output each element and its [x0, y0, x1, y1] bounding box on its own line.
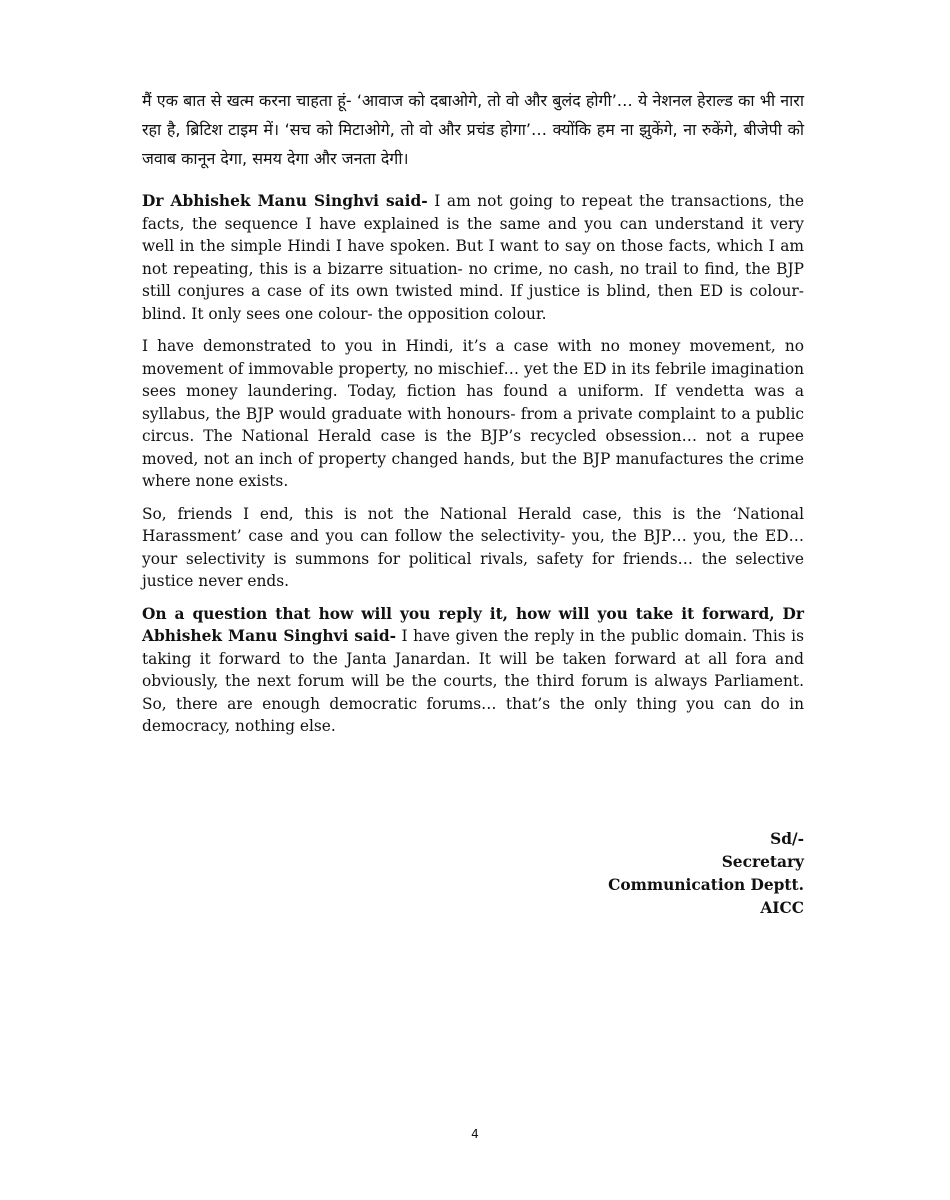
- statement-paragraph-3: [142, 503, 804, 593]
- signature-block: [608, 828, 804, 920]
- paragraph-text: I have given the reply in the public domain. This is taking it forward to the Janta Janardan. It will be taken forward at all fora and obviously, the next forum will be the courts, the third forum is always Parliament. So, there are enough democratic forums… that’s the only thing you can do in democracy, nothing else.: [142, 627, 804, 735]
- statement-paragraph-2: [142, 335, 804, 493]
- paragraph-text: I have demonstrated to you in Hindi, it’s a case with no money movement, no movement of immovable property, no mischief… yet the ED in its febrile imagination sees money laundering. Today, fiction has found a uniform. If vendetta was a syllabus, the BJP would graduate with honours- from a private complaint to a public circus. The National Herald case is the BJP’s recycled obsession… not a rupee moved, not an inch of property changed hands, but the BJP manufactures the crime where none exists.: [142, 337, 804, 490]
- speaker-label: Dr Abhishek Manu Singhvi said-: [142, 192, 428, 210]
- signature-title: Secretary: [721, 853, 804, 871]
- signature-sd: Sd/-: [770, 830, 804, 848]
- document-body: [142, 86, 804, 748]
- statement-paragraph-4: [142, 603, 804, 738]
- paragraph-text: I am not going to repeat the transactions, the facts, the sequence I have explained is the same and you can understand it very well in the simple Hindi I have spoken. But I want to say on those facts, which I am not repeating, this is a bizarre situation- no crime, no cash, no trail to find, the BJP still conjures a case of its own twisted mind. If justice is blind, then ED is colour- blind. It only sees one colour- the opposition colour.: [142, 192, 804, 323]
- paragraph-text: So, friends I end, this is not the National Herald case, this is the ‘National Harassment’ case and you can follow the selectivity- you, the BJP… you, the ED… your selectivity is summons for political rivals, safety for friends… the selective justice never ends.: [142, 504, 804, 590]
- signature-department: Communication Deptt.: [608, 876, 804, 894]
- statement-paragraph-1: [142, 190, 804, 325]
- question-speaker-label: On a question that how will you reply it, how will you take it forward, Dr Abhishek Manu Singhvi said-: [142, 604, 804, 645]
- page-number: 4: [471, 1127, 479, 1141]
- signature-organization: AICC: [760, 899, 804, 917]
- hindi-paragraph: मैं एक बात से खत्म करना चाहता हूं- ‘आवाज को दबाओगे, तो वो और बुलंद होगी’… ये नेशनल हेराल्ड का भी नारा रहा है, ब्रिटिश टाइम में। ‘सच को मिटाओगे, तो वो और प्रचंड होगा’… क्योंकि हम ना झुकेंगे, ना रुकेंगे, बीजेपी को जवाब कानून देगा, समय देगा और जनता देगी।: [142, 91, 804, 168]
